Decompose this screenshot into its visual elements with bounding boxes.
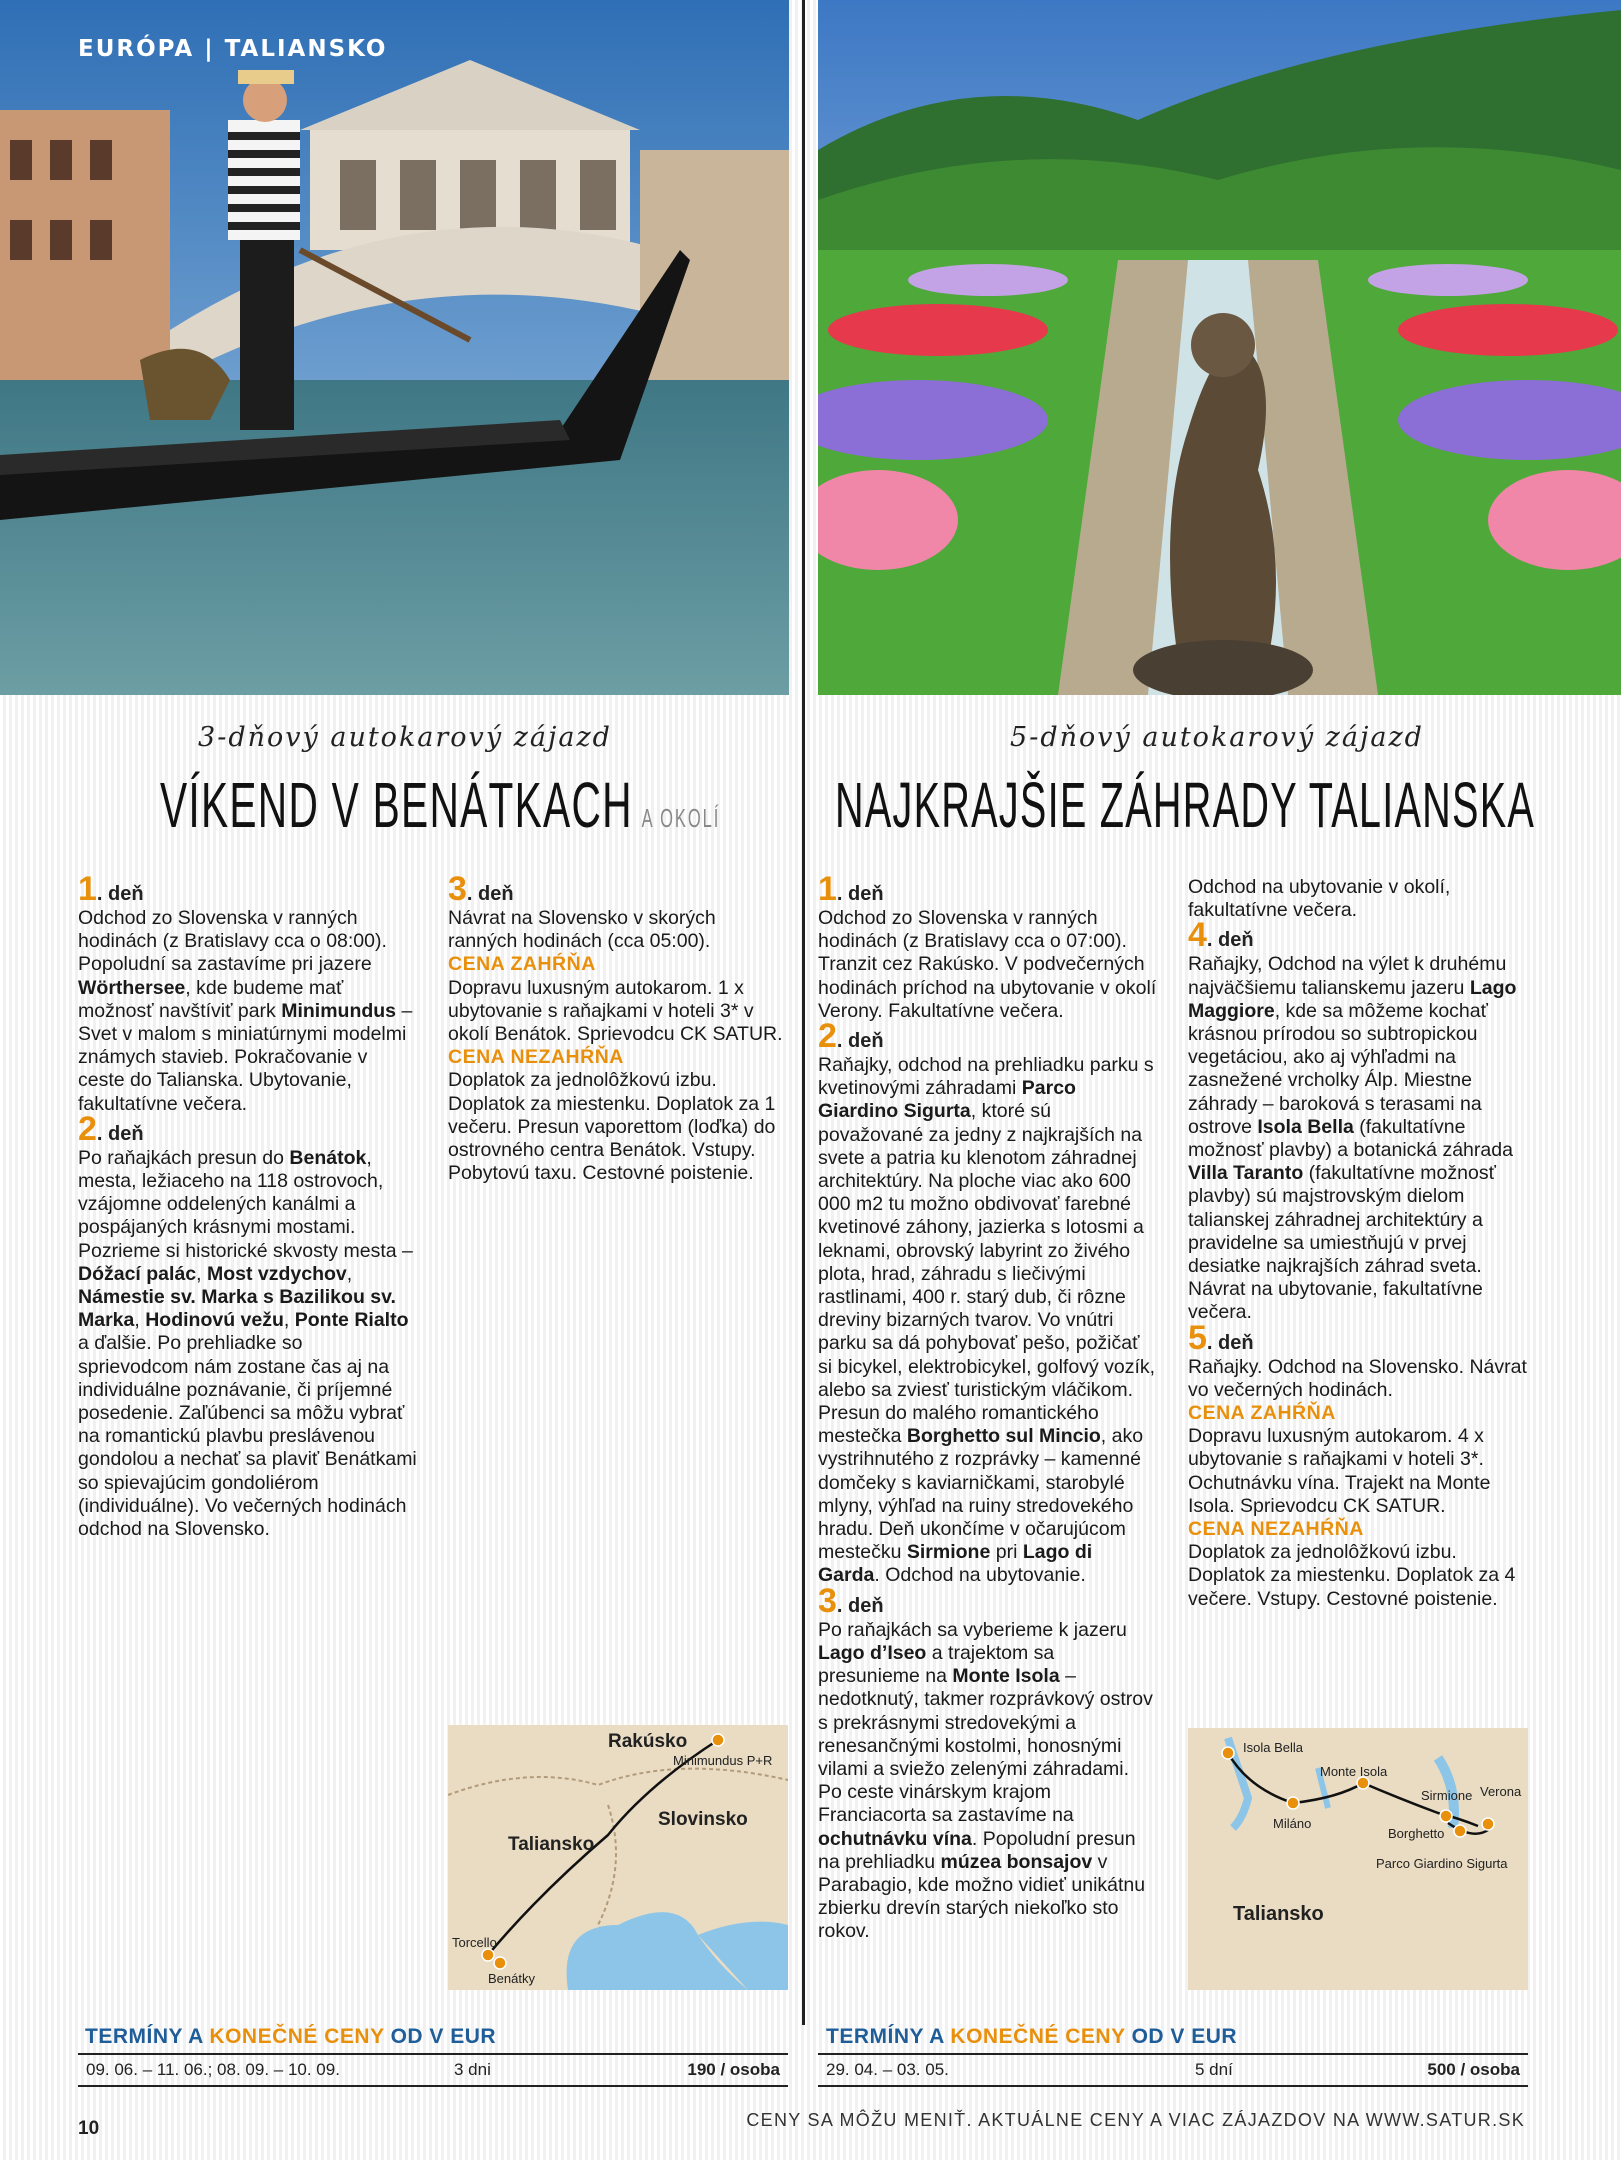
map-label-benatky: Benátky <box>488 1971 535 1986</box>
r-day-3-heading: 3. deň <box>818 1581 884 1620</box>
left-itinerary-col1 <box>78 870 418 1541</box>
day-1-heading: 1. deň <box>78 870 144 908</box>
price-excludes-text: Doplatok za jednolôžkovú izbu. Doplatok za miestenku. Doplatok za 1 večeru. Presun vaporettom (loďka) do ostrovného centra Benátok. Vstupy. Pobytovú taxu. Cestovné poistenie. <box>448 1069 776 1185</box>
day-1-text: Odchod zo Slovenska v ranných hodinách (z Bratislavy cca o 08:00). Popoludní sa zastavíme pri jazere Wörthersee, kde budeme mať možnosť navštíviť park Minimundus – Svet v malom s miniatúrnymi modelmi známych stavieb. Pokračovanie v ceste do Talianska. Ubytovanie, fakultatívne večera. <box>78 907 413 1115</box>
map-label-parco: Parco Giardino Sigurta <box>1376 1856 1508 1871</box>
r-price-excludes-text: Doplatok za jednolôžkovú izbu. Doplatok za miestenku. Doplatok za 4 večere. Vstupy. Cestovné poistenie. <box>1188 1541 1516 1610</box>
day-3-text: Návrat na Slovensko v skorých ranných hodinách (cca 05:00). <box>448 907 716 953</box>
day-2-heading: 2. deň <box>78 1109 144 1148</box>
map-label-rakusko: Rakúsko <box>608 1731 688 1752</box>
map-label-taliansko: Taliansko <box>508 1834 595 1855</box>
r-day-3-continued: Odchod na ubytovanie v okolí, fakultatívne večera. <box>1188 876 1451 922</box>
footer-note: CENY SA MÔŽU MENIŤ. AKTUÁLNE CENY A VIAC ZÁJAZDOV NA WWW.SATUR.SK <box>746 2110 1525 2130</box>
map-label-borghetto: Borghetto <box>1388 1826 1445 1841</box>
left-terms-row <box>78 2053 788 2087</box>
r-day-1-heading: 1. deň <box>818 870 884 908</box>
left-itinerary-col2 <box>448 870 788 1185</box>
left-route-map <box>448 1725 788 1990</box>
r-day-1-text: Odchod zo Slovenska v ranných hodinách (z Bratislavy cca o 07:00). Tranzit cez Rakúsko. V podvečerných hodinách príchod na ubytovanie v okolí Verony. Fakultatívne večera. <box>818 907 1157 1022</box>
price-includes-text: Dopravu luxusným autokarom. 1 x ubytovanie s raňajkami v hoteli 3* v okolí Benátok. Sprievodcu CK SATUR. <box>448 976 783 1046</box>
left-tour-subtitle: 3-dňový autokarový zájazd <box>198 722 612 753</box>
r-day-4-heading: 4. deň <box>1188 916 1254 955</box>
map-label-isola-bella: Isola Bella <box>1243 1740 1303 1755</box>
page-number: 10 <box>78 2118 100 2139</box>
map-label-slovinsko: Slovinsko <box>658 1809 748 1830</box>
r-day-5-text: Raňajky. Odchod na Slovensko. Návrat vo večerných hodinách. <box>1188 1355 1527 1401</box>
map-label-taliansko-r: Taliansko <box>1233 1903 1324 1925</box>
breadcrumb-country: TALIANSKO <box>224 36 388 62</box>
right-terms-heading: TERMÍNY A KONEČNÉ CENY OD V EUR <box>826 2025 1238 2048</box>
right-route-map <box>1188 1728 1528 1990</box>
italian-garden-photo <box>818 0 1621 695</box>
r-price-includes-text: Dopravu luxusným autokarom. 4 x ubytovanie s raňajkami v hoteli 3*. Ochutnávku vína. Trajekt na Monte Isola. Sprievodcu CK SATUR. <box>1188 1425 1491 1517</box>
left-terms-duration: 3 dni <box>454 2060 491 2079</box>
price-excludes-heading: CENA NEZAHŔŇA <box>448 1046 624 1069</box>
right-terms-dates: 29. 04. – 03. 05. <box>826 2060 949 2079</box>
map-label-milano: Miláno <box>1273 1816 1312 1831</box>
map-label-minimundus: Minimundus P+R <box>673 1753 773 1768</box>
price-includes-heading: CENA ZAHŔŇA <box>448 953 596 976</box>
day-3-heading: 3. deň <box>448 870 514 908</box>
right-itinerary-col1 <box>818 870 1158 1944</box>
right-terms-row <box>818 2053 1528 2087</box>
breadcrumb-separator: | <box>204 36 215 62</box>
map-label-monte-isola: Monte Isola <box>1320 1764 1388 1779</box>
right-terms-price: 500 / osoba <box>1427 2060 1520 2079</box>
right-tour-title: NAJKRAJŠIE ZÁHRADY TALIANSKA <box>835 769 1536 841</box>
map-label-torcello: Torcello <box>452 1935 497 1950</box>
r-price-excludes-heading: CENA NEZAHŔŇA <box>1188 1518 1364 1541</box>
venice-gondola-photo <box>0 0 789 695</box>
breadcrumb-region: EURÓPA <box>78 36 195 62</box>
map-label-sirmione: Sirmione <box>1421 1788 1473 1803</box>
r-day-4-text: Raňajky, Odchod na výlet k druhému najväčšiemu talianskemu jazeru Lago Maggiore, kde sa môžeme kochať krásnou prírodou so subtropickou vegetáciou, ako aj výhľadmi na zasnežené vrcholky Álp. Miestne záhrady – baroková s terasami na ostrove Isola Bella (fakultatívne možnosť plavby) a botanická záhrada Villa Taranto (fakultatívne možnosť plavby) sú majstrovským dielom talianskej záhradnej architektúry a pravidelne sa umiestňujú v prvej desiatke najkrajších záhrad sveta. Návrat na ubytovanie, fakultatívne večera. <box>1188 953 1517 1324</box>
map-label-verona: Verona <box>1480 1784 1522 1799</box>
right-tour-subtitle: 5-dňový autokarový zájazd <box>1010 722 1424 753</box>
left-tour-title-main: VÍKEND V BENÁTKACH <box>160 769 633 841</box>
left-terms-heading: TERMÍNY A KONEČNÉ CENY OD V EUR <box>85 2025 497 2048</box>
left-tour-title <box>160 768 720 842</box>
r-day-2-text: Raňajky, odchod na prehliadku parku s kvetinovými záhradami Parco Giardino Sigurta, ktoré sú považované za jedny z najkrajších na svete a patria ku klenotom záhradnej architektúry. Na ploche viac ako 600 000 m2 tu možno obdivovať farebné kvetinové záhony, jazierka s lotosmi a leknami, obrovský labyrint zo živého plota, hrad, záhradu s liečivými rastlinami, 400 r. starý dub, či rôzne dreviny bizarných tvarov. Vo vnútri parku sa dá pohybovať pešo, požičať si bicykel, elektrobicykel, golfový vozík, alebo sa zviesť turistickým vláčikom. Presun do malého romantického mestečka Borghetto sul Mincio, ako vystrihnutého z rozprávky – kamenné domčeky s kaviarničkami, starobylé mlyny, výhľad na ruiny stredovekého hradu. Deň ukončíme v očarujúcom mestečku Sirmione pri Lago di Garda. Odchod na ubytovanie. <box>818 1054 1156 1587</box>
left-terms-dates: 09. 06. – 11. 06.; 08. 09. – 10. 09. <box>86 2060 340 2079</box>
breadcrumb <box>78 36 387 62</box>
right-itinerary-col2 <box>1188 876 1538 1611</box>
r-price-includes-heading: CENA ZAHŔŇA <box>1188 1402 1336 1425</box>
r-day-5-heading: 5. deň <box>1188 1318 1254 1357</box>
column-divider <box>802 0 805 2025</box>
right-terms-duration: 5 dní <box>1195 2060 1233 2079</box>
r-day-2-heading: 2. deň <box>818 1017 884 1056</box>
day-2-text: Po raňajkách presun do Benátok, mesta, ležiaceho na 118 ostrovoch, vzájomne oddelených kanálmi a pospájaných krásnymi mostami. Pozrieme si historické skvosty mesta – Dóžací palác, Most vzdychov, Námestie sv. Marka s Bazilikou sv. Marka, Hodinovú vežu, Ponte Rialto a ďalšie. Po prehliadke so sprievodcom nám zostane čas aj na individuálne poznávanie, či príjemné posedenie. Zaľúbenci sa môžu vybrať na romantickú plavbu preslávenou gondolou a nechať sa plaviť Benátkami so spievajúcim gondoliérom (individuálne). Vo večerných hodinách odchod na Slovensko. <box>78 1146 417 1541</box>
left-tour-title-suffix: A OKOLÍ <box>641 803 721 833</box>
r-day-3-text: Po raňajkách sa vyberieme k jazeru Lago d’Iseo a trajektom sa presunieme na Monte Isola – nedotknutý, takmer rozprávkový ostrov s prekrásnymi stredovekými a renesančnými kostolmi, honosnými vilami a sviežo zelenými záhradami. Po ceste vinárskym krajom Franciacorta sa zastavíme na ochutnávku vína. Popoludní presun na prehliadku múzea bonsajov v Parabagio, kde možno vidieť unikátnu zbierku drevín starých niekoľko sto rokov. <box>818 1618 1153 1943</box>
left-terms-price: 190 / osoba <box>687 2060 780 2079</box>
